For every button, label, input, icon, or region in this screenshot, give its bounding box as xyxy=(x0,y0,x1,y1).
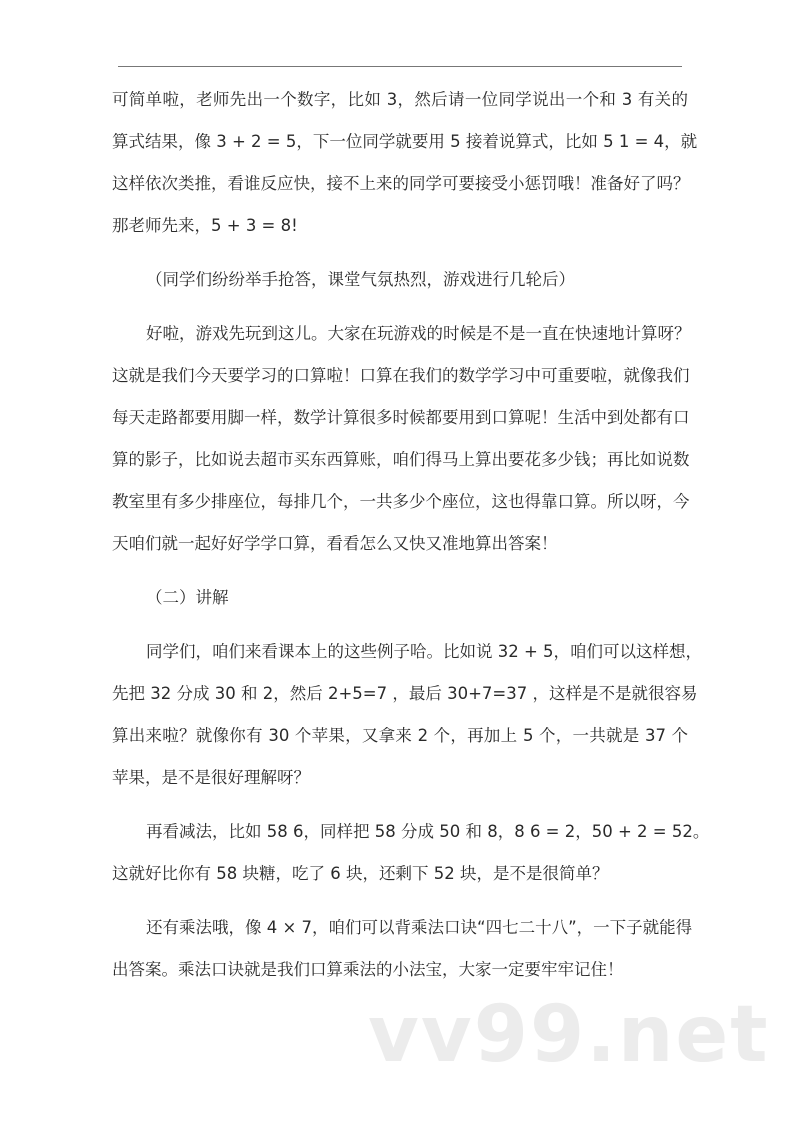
paragraph-subtraction xyxy=(112,811,710,895)
text-line: 出答案。乘法口诀就是我们口算乘法的小法宝，大家一定要牢牢记住！ xyxy=(112,960,624,979)
text-line: 算式结果，像 3 + 2 = 5，下一位同学就要用 5 接着说算式，比如 5 1 = 4，就 xyxy=(112,132,698,151)
text-line: 同学们，咱们来看课本上的这些例子哈。比如说 32 + 5，咱们可以这样想， xyxy=(146,642,703,661)
text-line: 好啦，游戏先玩到这儿。大家在玩游戏的时候是不是一直在快速地计算呀？ xyxy=(146,324,691,343)
section-heading-text: （二）讲解 xyxy=(146,588,229,607)
text-line: 苹果，是不是很好理解呀？ xyxy=(112,768,310,787)
text-line: 算出来啦？就像你有 30 个苹果，又拿来 2 个，再加上 5 个，一共就是 37 个 xyxy=(112,726,688,745)
text-line: 先把 32 分成 30 和 2，然后 2+5=7 ，最后 30+7=37 ，这样是不是就很容易 xyxy=(112,684,698,703)
paragraph-stage-direction xyxy=(112,259,688,301)
text-line: 这就好比你有 58 块糖，吃了 6 块，还剩下 52 块，是不是很简单？ xyxy=(112,864,609,883)
text-line: 算的影子，比如说去超市买东西算账，咱们得马上算出要花多少钱；再比如说数 xyxy=(112,450,690,469)
text-line: 教室里有多少排座位，每排几个，一共多少个座位，这也得靠口算。所以呀，今 xyxy=(112,492,690,511)
text-line: 那老师先来，5 + 3 = 8! xyxy=(112,216,298,235)
text-line: 这样依次类推，看谁反应快，接不上来的同学可要接受小惩罚哦！准备好了吗？ xyxy=(112,174,690,193)
paragraph-addition xyxy=(112,631,703,799)
watermark: vv99.net xyxy=(368,990,770,1080)
paragraph-intro xyxy=(112,313,691,565)
paragraph-game-rules xyxy=(112,79,698,247)
paragraph-multiplication xyxy=(112,907,693,991)
text-line: 每天走路都要用脚一样，数学计算很多时候都要用到口算呢！生活中到处都有口 xyxy=(112,408,690,427)
text-line: 天咱们就一起好好学学口算，看看怎么又快又准地算出答案！ xyxy=(112,534,558,553)
section-heading xyxy=(112,577,688,619)
text-line: 再看减法，比如 58 6，同样把 58 分成 50 和 8，8 6 = 2，50 + 2 = 52。 xyxy=(146,822,710,841)
text-line: 还有乘法哦，像 4 × 7，咱们可以背乘法口诀“四七二十八”，一下子就能得 xyxy=(146,918,693,937)
header-rule xyxy=(118,66,682,67)
document-body xyxy=(112,79,710,1003)
text-line: （同学们纷纷举手抢答，课堂气氛热烈，游戏进行几轮后） xyxy=(146,270,575,289)
text-line: 可简单啦，老师先出一个数字，比如 3，然后请一位同学说出一个和 3 有关的 xyxy=(112,90,688,109)
text-line: 这就是我们今天要学习的口算啦！口算在我们的数学学习中可重要啦，就像我们 xyxy=(112,366,690,385)
